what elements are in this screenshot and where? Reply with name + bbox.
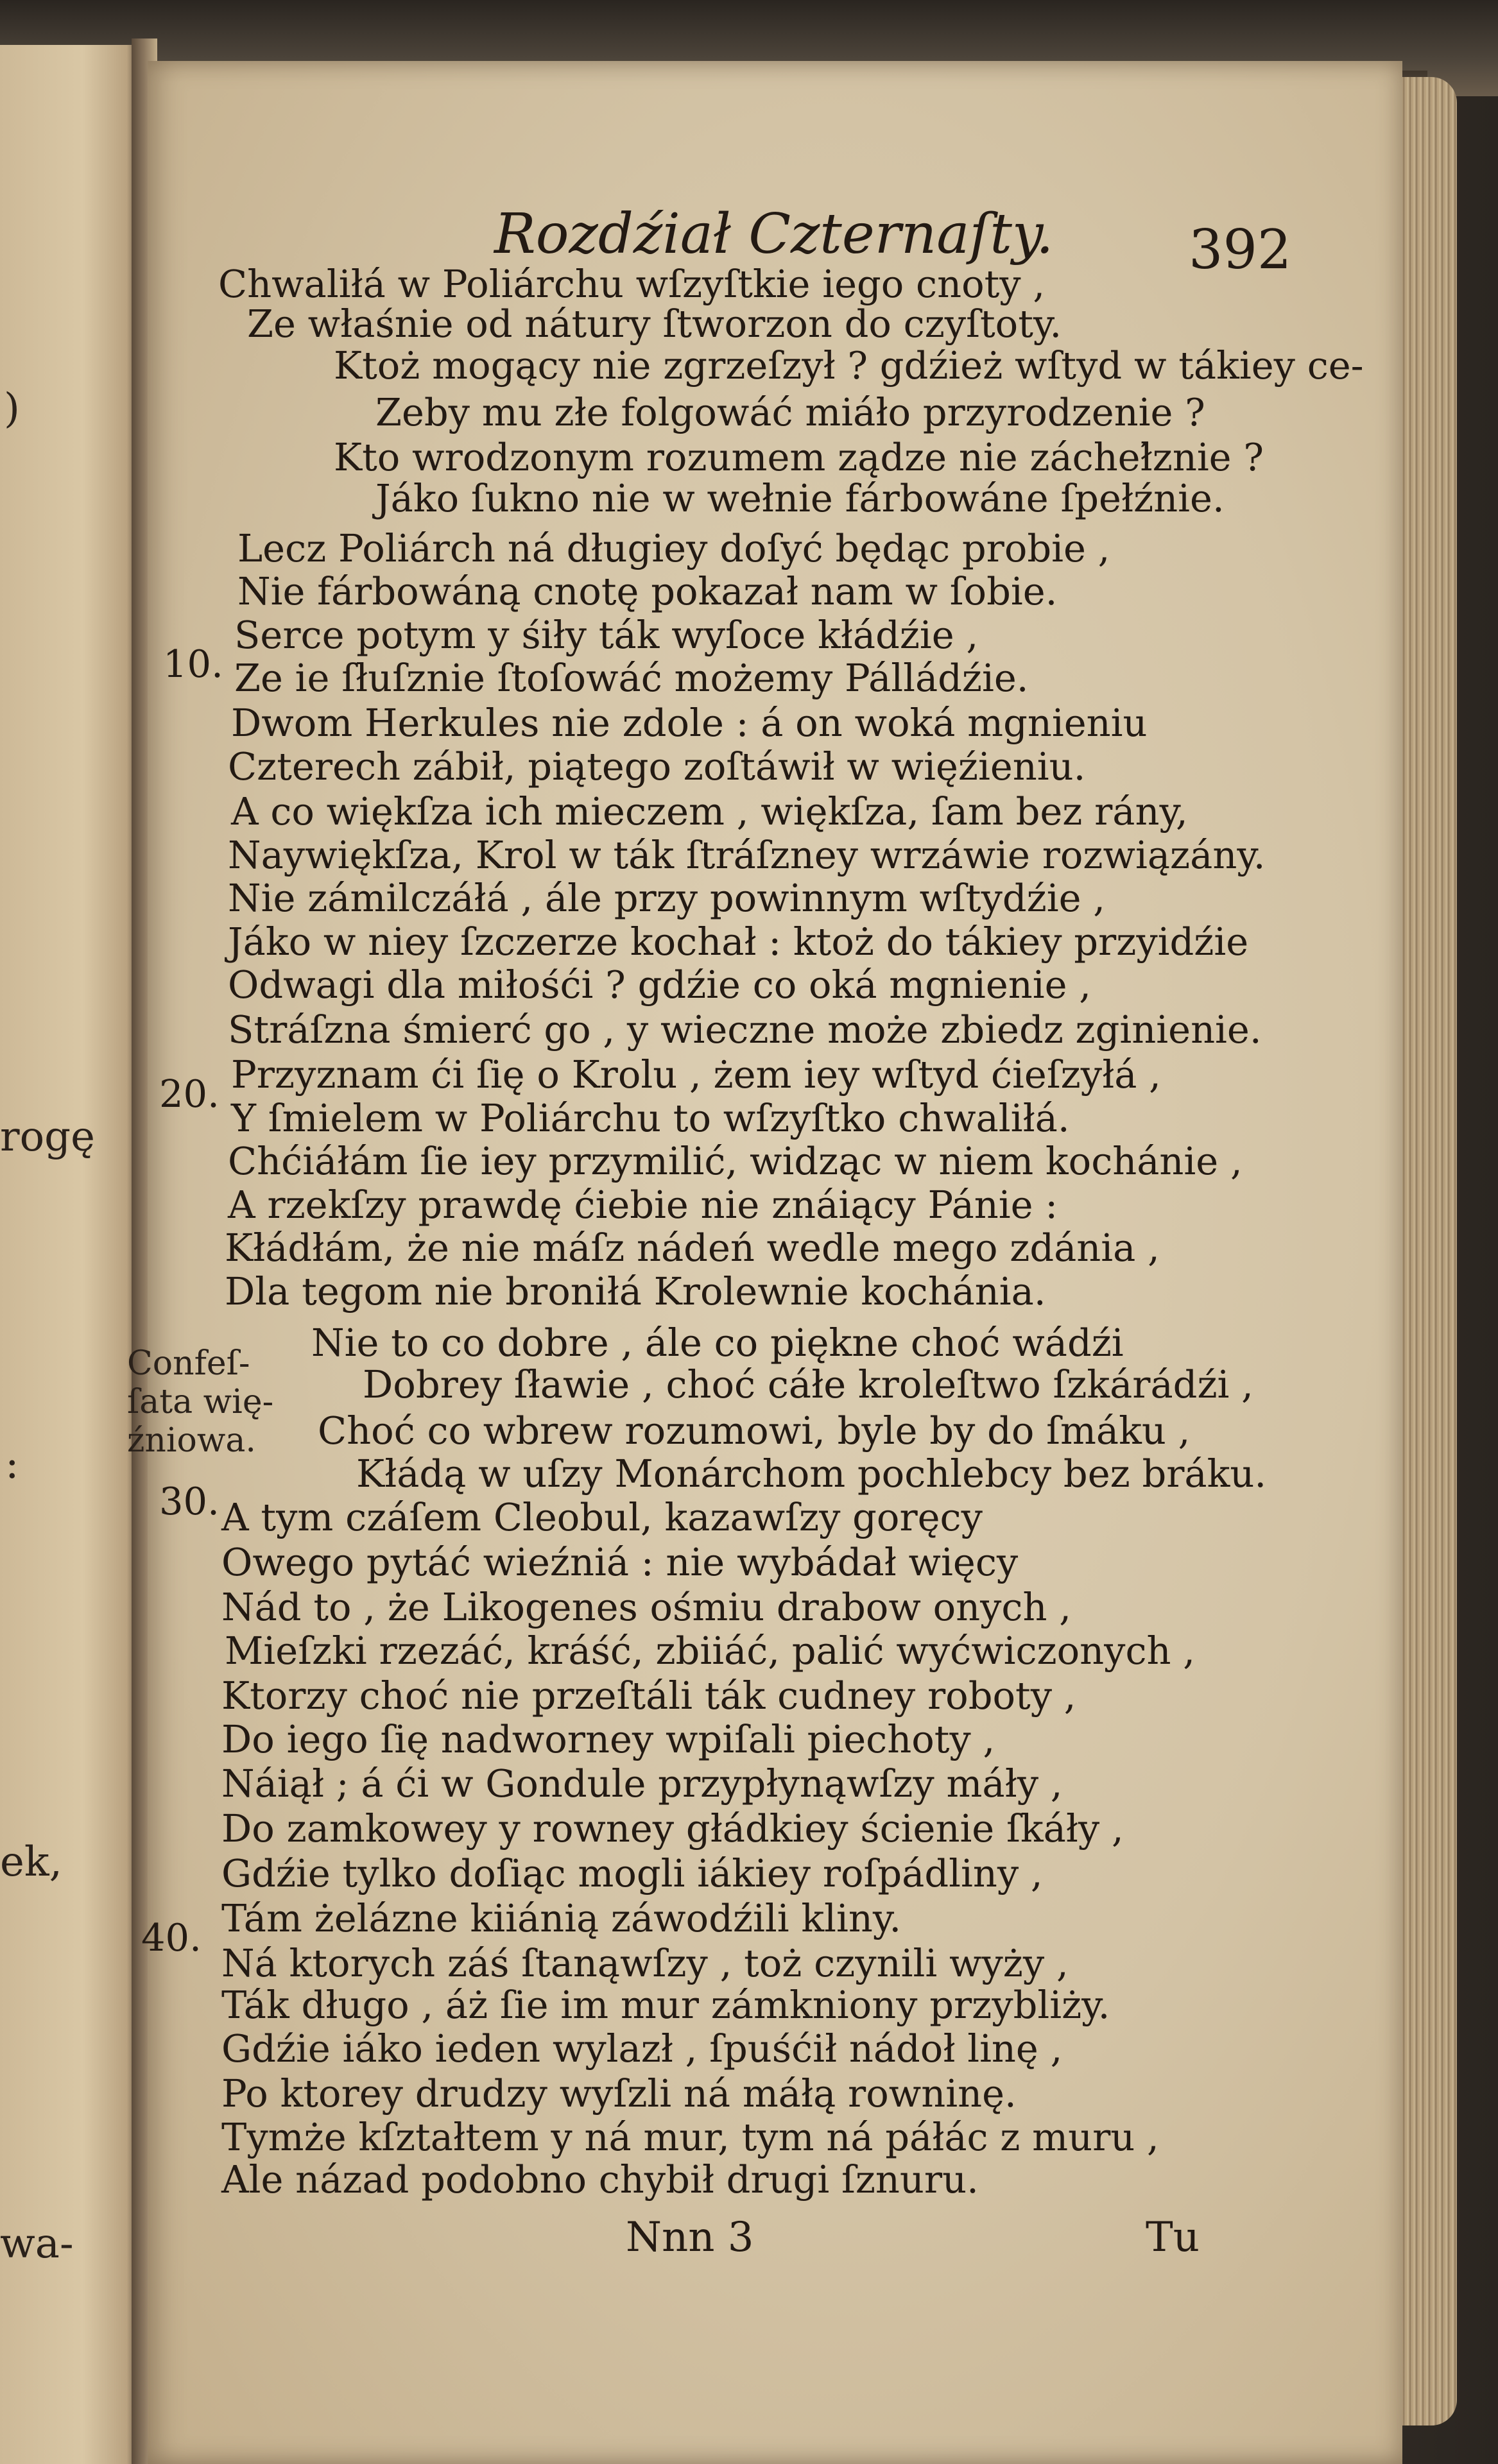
verse-line: Nie zámilczáłá , ále przy powinnym wſtydźie , [228, 876, 1106, 920]
verse-line: Ktorzy choć nie przeſtáli ták cudney roboty , [221, 1673, 1076, 1718]
verse-line: Do iego ſię nadworney wpiſali piechoty , [221, 1717, 995, 1761]
verse-line: Dobrey ſławie , choć cáłe kroleſtwo ſzkárádźi , [363, 1362, 1253, 1407]
verse-line: Gdźie iáko ieden wylazł , ſpuśćił nádoł linę , [221, 2026, 1063, 2071]
verse-line: Choć co wbrew rozumowi, byle by do ſmáku , [318, 1408, 1191, 1453]
verse-line: Tám żelázne kiiánią záwodźili kliny. [221, 1896, 902, 1940]
verse-line: Zeby mu złe folgowáć miáło przyrodzenie ? [375, 390, 1205, 434]
verse-line: A rzekſzy prawdę ćiebie nie znáiący Pánie : [228, 1183, 1058, 1227]
verse-line: Nie fárbowáną cnotę pokazał nam w ſobie. [237, 569, 1058, 613]
margin-note-line: źniowa. [127, 1421, 256, 1460]
left-page-fragment: ) [4, 385, 20, 432]
left-page-fragment: rogę [0, 1113, 95, 1161]
line-number: 20. [159, 1072, 220, 1116]
verse-line: Ták długo , áż ſie im mur zámkniony przybliży. [221, 1983, 1110, 2027]
verse-line: Kłádłám, że nie máſz nádeń wedle mego zdánia , [225, 1226, 1160, 1270]
verse-line: Ná ktorych záś ſtanąwſzy , toż czynili wyży , [221, 1941, 1069, 1985]
page-number: 392 [1189, 218, 1292, 281]
verse-line: Nád to , że Likogenes ośmiu drabow onych , [221, 1585, 1071, 1629]
verse-line: Jáko w niey ſzczerze kochał : ktoż do tákiey przyidźie [228, 920, 1249, 964]
verse-line: Chćiáłám ſie iey przymilić, widząc w niem kochánie , [228, 1139, 1243, 1183]
verse-line: Ale názad podobno chybił drugi ſznuru. [221, 2157, 979, 2202]
verse-line: Jáko ſukno nie w wełnie fárbowáne ſpełźnie. [375, 476, 1225, 520]
margin-note [127, 1344, 273, 1460]
verse-line: Mieſzki rzezáć, kráść, zbiiáć, palić wyćwiczonych , [225, 1629, 1196, 1673]
verse-line: Serce potym y śiły ták wyſoce kłádźie , [234, 613, 979, 657]
verse-line: Owego pytáć wieźniá : nie wybádał więcy [221, 1540, 1019, 1584]
verse-line: Przyznam ći ſię o Krolu , żem iey wſtyd ćieſzyłá , [231, 1052, 1161, 1097]
margin-note-line: Confeſ- [127, 1344, 250, 1383]
verse-line: Kłádą w uſzy Monárchom pochlebcy bez bráku. [356, 1451, 1267, 1496]
line-number: 30. [159, 1479, 220, 1523]
verse-line: Tymże kſztałtem y ná mur, tym ná páłác z muru , [221, 2115, 1159, 2159]
left-page-fragment: ek, [0, 1838, 62, 1886]
verse-line: Do zamkowey y rowney głádkiey ścienie ſkáły , [221, 1806, 1124, 1851]
line-number: 10. [163, 642, 223, 686]
margin-note-line: ſata wię- [127, 1383, 274, 1421]
catchword: Tu [1146, 2214, 1200, 2261]
verse-line: Odwagi dla miłośći ? gdźie co oká mgnienie , [228, 963, 1092, 1007]
verse-line: Nie to co dobre , ále co piękne choć wádźi [311, 1321, 1124, 1365]
verse-line: Naywiękſza, Krol w ták ſtráſzney wrzáwie rozwiązány. [228, 833, 1266, 877]
verse-line: Y ſmielem w Poliárchu to wſzyſtko chwaliłá. [231, 1096, 1070, 1140]
verse-line: Náiął ; á ći w Gondule przypłynąwſzy máły , [221, 1761, 1063, 1806]
signature-mark: Nnn 3 [626, 2214, 754, 2261]
line-number: 40. [141, 1915, 202, 1960]
verse-line: Kto wrodzonym rozumem ządze nie zácheł́znie ? [334, 435, 1264, 479]
verse-line: A tym czáſem Cleobul, kazawſzy goręcy [221, 1495, 983, 1539]
left-page-fragment: : [5, 1441, 19, 1488]
left-page-fragment: wa- [0, 2220, 74, 2268]
verse-line: Ze ie ſłuſznie ſtoſowáć możemy Pálládźie. [234, 656, 1029, 700]
running-header-title: Rozdźiał Czternaſty. [494, 202, 1054, 266]
verse-line: Lecz Poliárch ná długiey doſyć będąc probie , [237, 526, 1110, 570]
verse-line: Gdźie tylko doſiąc mogli iákiey roſpádliny , [221, 1851, 1043, 1895]
verse-line: A co więkſza ich mieczem , więkſza, ſam bez rány, [231, 789, 1188, 834]
verse-line: Stráſzna śmierć go , y wieczne może zbiedz zginienie. [228, 1007, 1262, 1052]
verse-line: Dla tegom nie broniłá Krolewnie kochánia. [225, 1269, 1046, 1313]
verse-line: Czterech zábił, piątego zoſtáwił w więźieniu. [228, 744, 1086, 789]
verse-line: Dwom Herkules nie zdole : á on woká mgnieniu [231, 701, 1148, 745]
verse-line: Chwaliłá w Poliárchu wſzyſtkie iego cnoty , [218, 262, 1046, 306]
verse-line: Po ktorey drudzy wyſzli ná máłą rowninę. [221, 2071, 1017, 2116]
left-page [0, 45, 138, 2464]
verse-line: Ze właśnie od nátury ſtworzon do czyſtoty. [247, 302, 1062, 346]
verse-line: Ktoż mogący nie zgrzeſzył ? gdźież wſtyd w tákiey ce- [334, 343, 1364, 388]
